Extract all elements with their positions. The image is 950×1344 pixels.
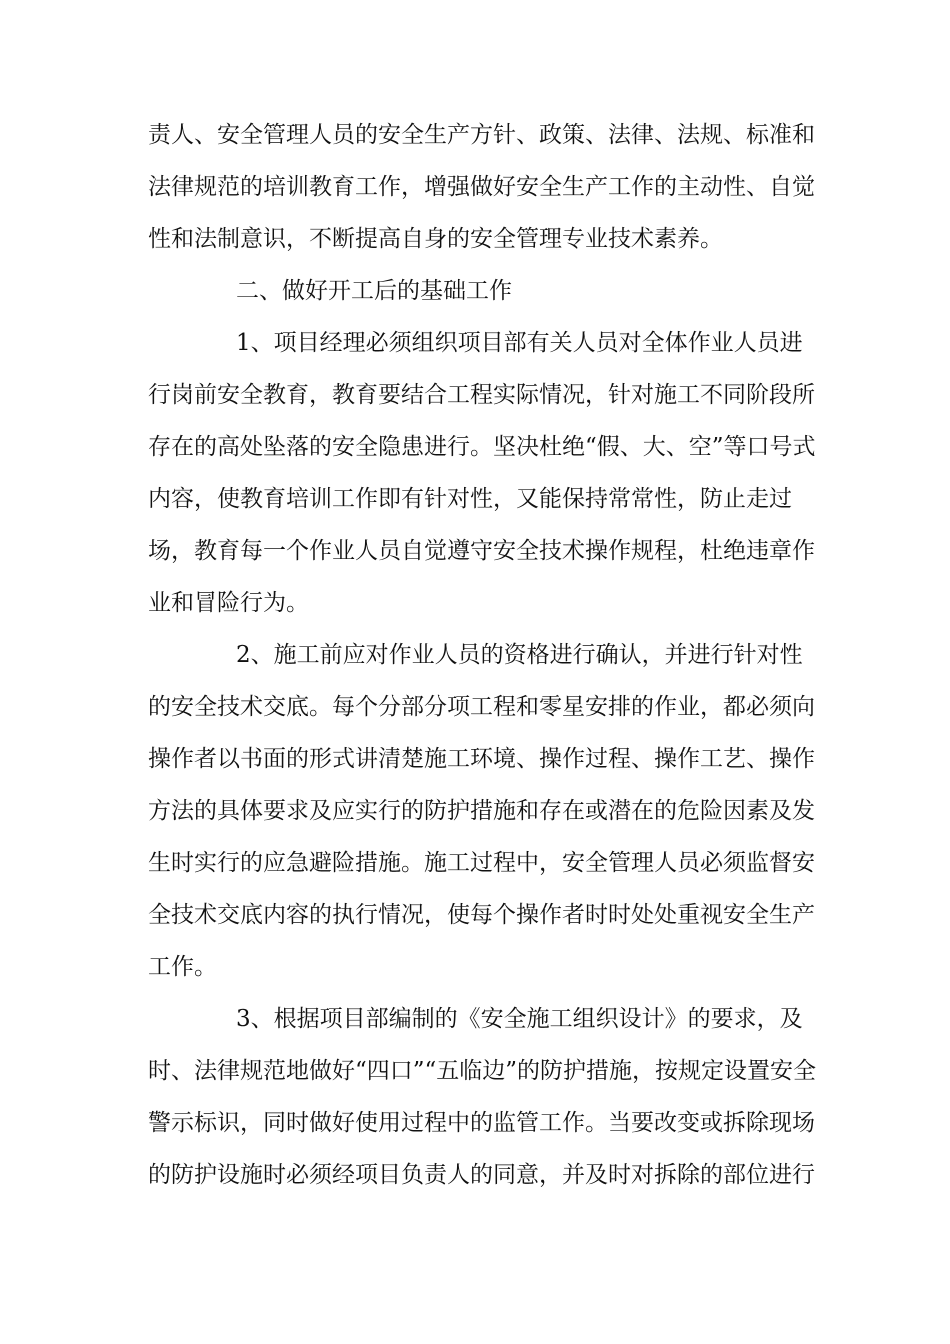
text-line: 方法的具体要求及应实行的防护措施和存在或潜在的危险因素及发 bbox=[148, 798, 815, 824]
text-line: 全技术交底内容的执行情况，使每个操作者时时处处重视安全生产 bbox=[148, 902, 815, 928]
text-line: 内容，使教育培训工作即有针对性，又能保持常常性，防止走过 bbox=[148, 486, 792, 512]
text-line: 责人、安全管理人员的安全生产方针、政策、法律、法规、标准和 bbox=[148, 122, 815, 148]
text-line: 1、项目经理必须组织项目部有关人员对全体作业人员进 bbox=[236, 330, 803, 356]
text-line: 场，教育每一个作业人员自觉遵守安全技术操作规程，杜绝违章作 bbox=[148, 538, 815, 564]
text-line: 存在的高处坠落的安全隐患进行。坚决杜绝“假、大、空”等口号式 bbox=[148, 434, 816, 460]
text-line: 警示标识，同时做好使用过程中的监管工作。当要改变或拆除现场 bbox=[148, 1110, 815, 1136]
text-line: 工作。 bbox=[148, 954, 217, 980]
text-line: 生时实行的应急避险措施。施工过程中，安全管理人员必须监督安 bbox=[148, 850, 815, 876]
text-line: 时、法律规范地做好“四口”“五临边”的防护措施，按规定设置安全 bbox=[148, 1058, 817, 1084]
text-line: 性和法制意识，不断提高自身的安全管理专业技术素养。 bbox=[148, 226, 723, 252]
text-line: 的防护设施时必须经项目负责人的同意，并及时对拆除的部位进行 bbox=[148, 1162, 815, 1188]
text-line: 3、根据项目部编制的《安全施工组织设计》的要求，及 bbox=[236, 1006, 803, 1032]
text-line: 的安全技术交底。每个分部分项工程和零星安排的作业，都必须向 bbox=[148, 694, 815, 720]
text-line: 行岗前安全教育，教育要结合工程实际情况，针对施工不同阶段所 bbox=[148, 382, 815, 408]
text-line: 法律规范的培训教育工作，增强做好安全生产工作的主动性、自觉 bbox=[148, 174, 815, 200]
text-line: 操作者以书面的形式讲清楚施工环境、操作过程、操作工艺、操作 bbox=[148, 746, 815, 772]
text-line: 业和冒险行为。 bbox=[148, 590, 309, 616]
section-heading: 二、做好开工后的基础工作 bbox=[236, 278, 512, 304]
text-line: 2、施工前应对作业人员的资格进行确认，并进行针对性 bbox=[236, 642, 803, 668]
